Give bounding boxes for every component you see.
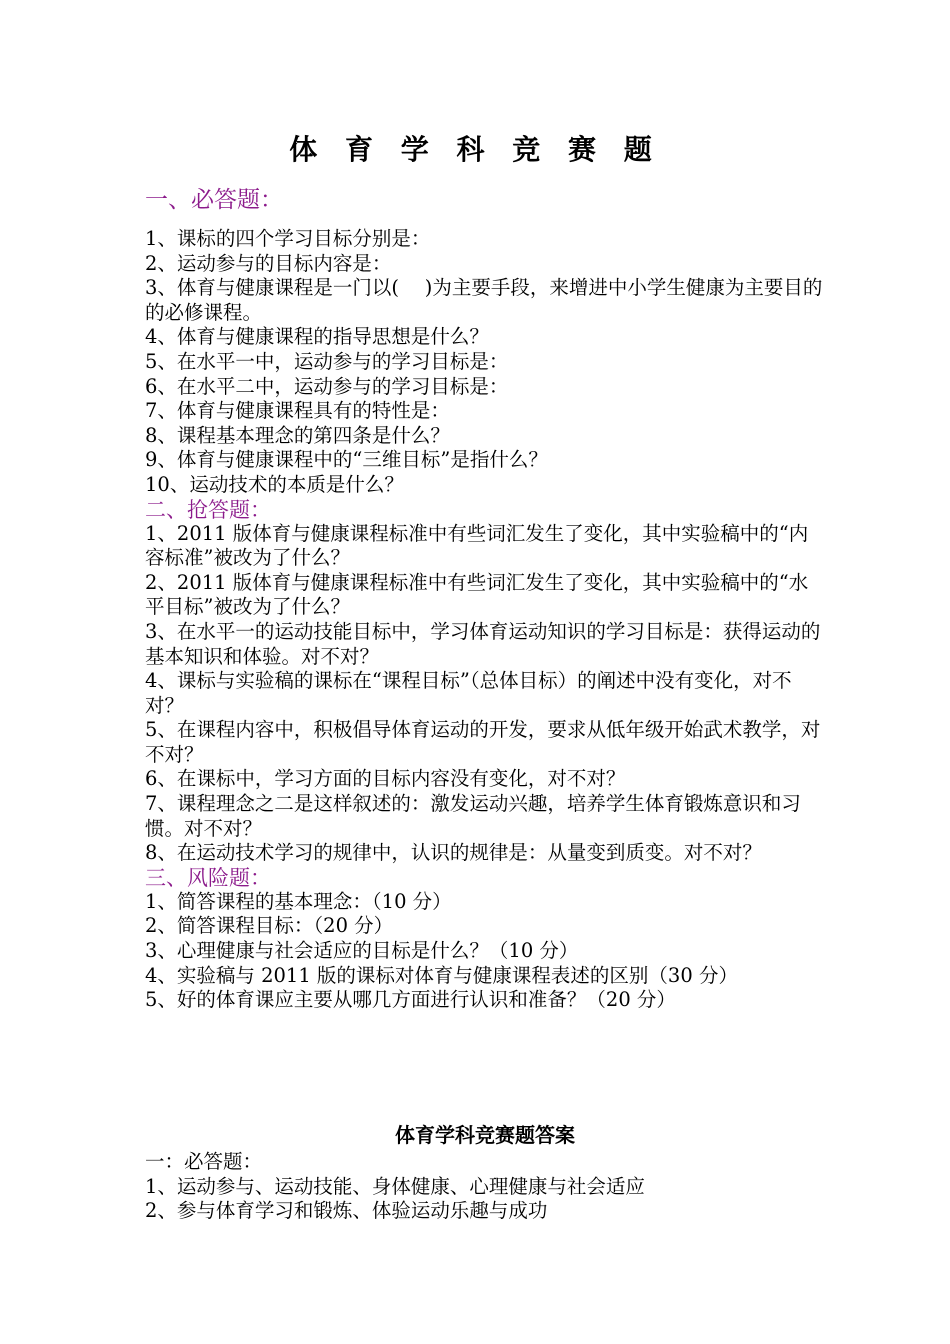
answers-subheading: 一：必答题：: [145, 1150, 263, 1173]
question-item: 10、运动技术的本质是什么？: [145, 472, 404, 496]
question-item: 2、2011 版体育与健康课程标准中有些词汇发生了变化，其中实验稿中的“水平目标”被改为了什么？: [145, 570, 809, 619]
section-heading-required: 一、必答题：: [145, 187, 283, 213]
section-heading-quick-answer: 二、抢答题：: [145, 497, 271, 522]
question-item: 3、体育与健康课程是一门以( )为主要手段，来增进中小学生健康为主要目的的必修课程。: [145, 276, 823, 324]
answers-title: 体育学科竞赛题答案: [395, 1123, 575, 1147]
section-heading-risk: 三、风险题：: [145, 865, 271, 890]
question-item: 4、课标与实验稿的课标在“课程目标”（总体目标）的阐述中没有变化，对不对？: [145, 669, 792, 717]
question-item: 5、在课程内容中，积极倡导体育运动的开发，要求从低年级开始武术教学，对不对？: [145, 718, 821, 766]
question-item: 7、课程理念之二是这样叙述的：激发运动兴趣，培养学生体育锻炼意识和习惯。对不对？: [145, 792, 801, 840]
question-item: 1、简答课程的基本理念：（10 分）: [145, 889, 452, 913]
question-item: 6、在课标中，学习方面的目标内容没有变化，对不对？: [145, 767, 626, 791]
question-item: 8、课程基本理念的第四条是什么？: [145, 423, 450, 447]
question-item: 1、课标的四个学习目标分别是：: [145, 227, 431, 250]
question-item: 7、体育与健康课程具有的特性是：: [145, 399, 450, 423]
answers-block: [145, 1120, 825, 1224]
question-item: 4、体育与健康课程的指导思想是什么？: [145, 325, 489, 349]
question-item: 9、体育与健康课程中的“三维目标”是指什么？: [145, 448, 548, 472]
question-item: 1、2011 版体育与健康课程标准中有些词汇发生了变化，其中实验稿中的“内容标准”被改为了什么？: [145, 521, 809, 570]
question-item: 4、实验稿与 2011 版的课标对体育与健康课程表述的区别（30 分）: [145, 963, 738, 987]
answer-item: 2、参与体育学习和锻炼、体验运动乐趣与成功: [145, 1199, 548, 1223]
page-title: 体 育 学 科 竞 赛 题: [289, 133, 661, 166]
question-item: 2、运动参与的目标内容是：: [145, 251, 392, 275]
question-item: 6、在水平二中，运动参与的学习目标是：: [145, 374, 509, 398]
question-item: 3、心理健康与社会适应的目标是什么？（10 分）: [145, 939, 579, 963]
question-item: 3、在水平一的运动技能目标中，学习体育运动知识的学习目标是：获得运动的基本知识和体验。对不对？: [145, 619, 821, 668]
question-item: 5、好的体育课应主要从哪几方面进行认识和准备？（20 分）: [145, 988, 676, 1012]
question-item: 8、在运动技术学习的规律中，认识的规律是：从量变到质变。对不对？: [145, 841, 762, 865]
question-item: 2、简答课程目标：（20 分）: [145, 914, 394, 938]
question-item: 5、在水平一中，运动参与的学习目标是：: [145, 349, 509, 373]
questions-block: [145, 183, 825, 1013]
answer-item: 1、运动参与、运动技能、身体健康、心理健康与社会适应: [145, 1174, 645, 1198]
